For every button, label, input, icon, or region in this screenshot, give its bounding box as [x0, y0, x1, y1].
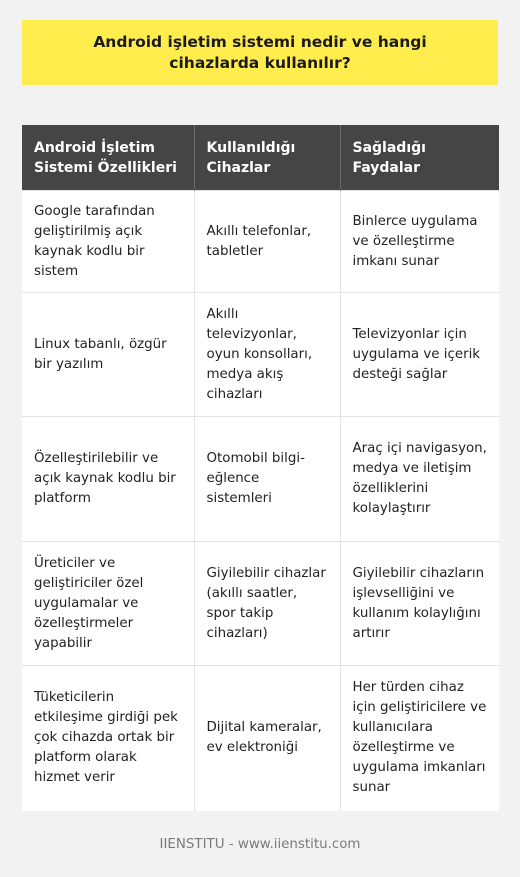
table-cell: Tüketicilerin etkileşime girdiği pek çok cihazda ortak bir platform olarak hizmet verir	[22, 666, 194, 811]
table-cell: Giyilebilir cihazların işlevselliğini ve kullanım kolaylığını artırır	[340, 542, 499, 666]
footer-credit: IIENSTITU - www.iienstitu.com	[159, 837, 361, 852]
table-cell: Akıllı televizyonlar, oyun konsolları, medya akış cihazları	[194, 293, 340, 417]
table-cell: Özelleştirilebilir ve açık kaynak kodlu bir platform	[22, 417, 194, 542]
column-header-features: Android İşletim Sistemi Özellikleri	[22, 125, 194, 191]
table-cell: Otomobil bilgi-eğlence sistemleri	[194, 417, 340, 542]
table-cell: Giyilebilir cihazlar (akıllı saatler, spor takip cihazları)	[194, 542, 340, 666]
table-row	[22, 293, 499, 417]
table-cell: Her türden cihaz için geliştiricilere ve kullanıcılara özelleştirme ve uygulama imkanları sunar	[340, 666, 499, 811]
table-cell: Üreticiler ve geliştiriciler özel uygulamalar ve özelleştirmeler yapabilir	[22, 542, 194, 666]
column-header-benefits: Sağladığı Faydalar	[340, 125, 499, 191]
table-cell: Dijital kameralar, ev elektroniği	[194, 666, 340, 811]
table-cell: Araç içi navigasyon, medya ve iletişim özelliklerini kolaylaştırır	[340, 417, 499, 542]
table-cell: Binlerce uygulama ve özelleştirme imkanı sunar	[340, 191, 499, 293]
table-cell: Linux tabanlı, özgür bir yazılım	[22, 293, 194, 417]
android-features-table	[22, 125, 499, 811]
table-row	[22, 191, 499, 293]
table-cell: Akıllı telefonlar, tabletler	[194, 191, 340, 293]
page-title: Android işletim sistemi nedir ve hangi cihazlarda kullanılır?	[93, 32, 427, 72]
table-row	[22, 666, 499, 811]
table-header-row	[22, 125, 499, 191]
table-row	[22, 542, 499, 666]
title-banner	[22, 20, 498, 85]
column-header-devices: Kullanıldığı Cihazlar	[194, 125, 340, 191]
table-cell: Televizyonlar için uygulama ve içerik desteği sağlar	[340, 293, 499, 417]
table-cell: Google tarafından geliştirilmiş açık kaynak kodlu bir sistem	[22, 191, 194, 293]
table-row	[22, 417, 499, 542]
